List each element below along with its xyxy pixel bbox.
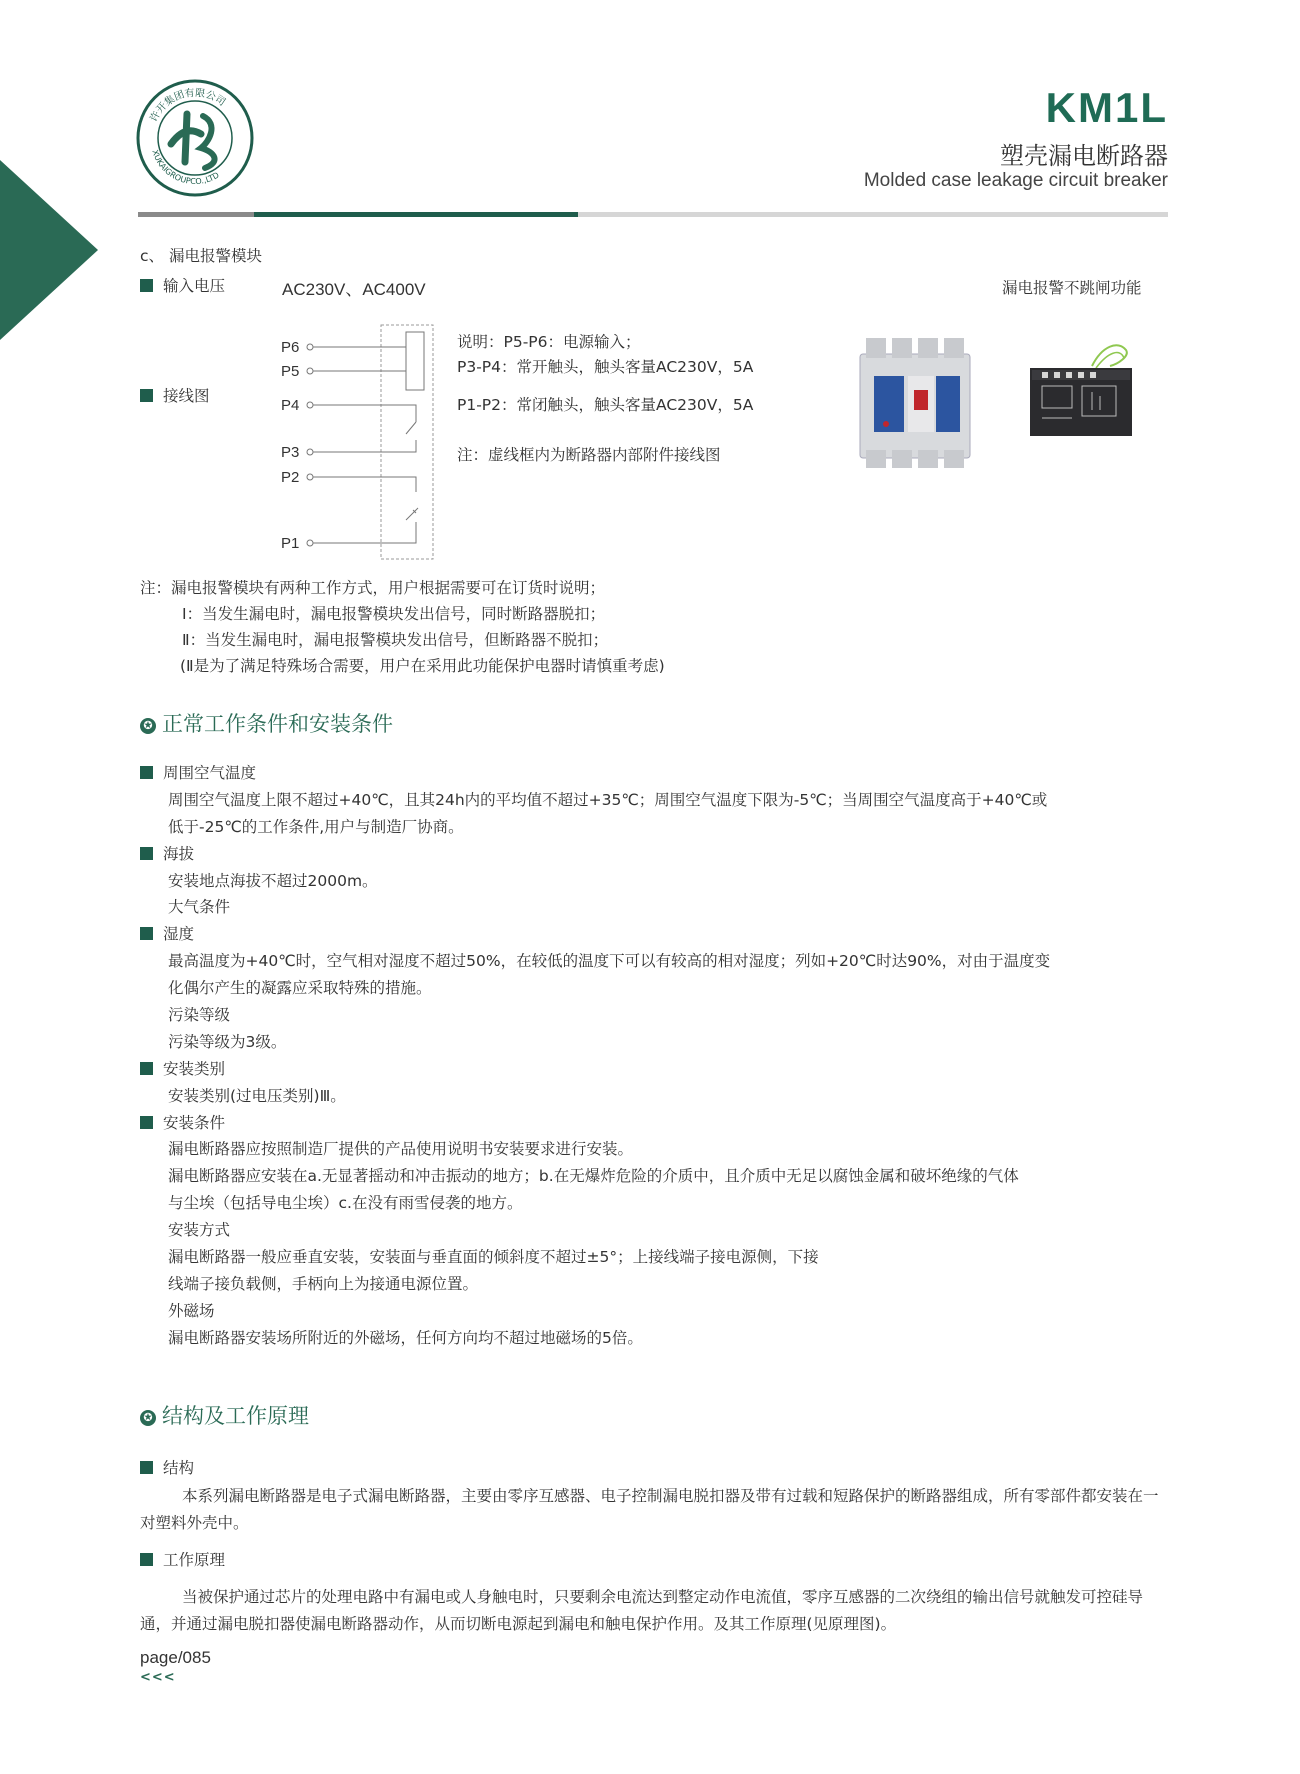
conditions-title-text: 正常工作条件和安装条件	[162, 712, 393, 736]
condition-body-line: 安装方式	[168, 1221, 231, 1240]
product-title-cn: 塑壳漏电断路器	[1000, 142, 1168, 170]
conditions-list	[140, 760, 1180, 1352]
condition-heading-text: 安装条件	[163, 1113, 226, 1132]
company-logo	[135, 78, 255, 198]
wiring-note-1: 说明：P5-P6：电源输入；	[457, 333, 641, 351]
terminal-p1: P1	[281, 535, 300, 552]
remark-line-4: (Ⅱ是为了满足特殊场合需要，用户在采用此功能保护电器时请慎重考虑)	[180, 657, 665, 675]
model-title: KM1L	[1045, 84, 1168, 131]
bullet-square	[140, 1461, 153, 1474]
star-icon: ✪	[140, 1410, 156, 1426]
principle-text: 当被保护通过芯片的处理电路中有漏电或人身触电时，只要剩余电流达到整定动作电流值，零序互感器的二次绕组的输出信号就触发可控硅导通，并通过漏电脱扣器使漏电断路器动作，从而切断电源起到漏电和触电保护作用。及其工作原理(见原理图)。	[140, 1588, 1144, 1633]
bullet-square	[140, 389, 153, 402]
condition-body-line: 漏电断路器一般应垂直安装，安装面与垂直面的倾斜度不超过±5°；上接线端子接电源侧，下接	[168, 1248, 819, 1267]
star-icon: ✪	[140, 718, 156, 734]
bullet-square	[140, 1116, 153, 1129]
terminal-p3: P3	[281, 444, 300, 461]
header-rule-light	[578, 212, 1168, 217]
condition-heading-text: 海拔	[163, 844, 195, 863]
logo-text-en: XUKAIGROUPCO.,LTD	[150, 148, 221, 187]
condition-body-line: 漏电断路器安装场所附近的外磁场，任何方向均不超过地磁场的5倍。	[168, 1328, 643, 1347]
header-rule-green	[254, 212, 578, 217]
condition-body-line: 污染等级为3级。	[168, 1032, 287, 1051]
product-title-en: Molded case leakage circuit breaker	[863, 170, 1168, 191]
bullet-square	[140, 927, 153, 940]
terminal-p4: P4	[281, 397, 300, 414]
condition-body-line: 最高温度为+40℃时，空气相对湿度不超过50%，在较低的温度下可以有较高的相对湿度；列如+20℃时达90%，对由于温度变	[168, 952, 1051, 971]
footer-arrows: <<<	[140, 1670, 176, 1685]
condition-body-line: 周围空气温度上限不超过+40℃，且其24h内的平均值不超过+35℃；周围空气温度下限为-5℃；当周围空气温度高于+40℃或	[168, 790, 1048, 809]
header-rule-gray	[138, 212, 254, 217]
condition-body-line: 外磁场	[168, 1301, 215, 1320]
voltage-label-row	[140, 274, 225, 296]
condition-heading	[140, 921, 1180, 948]
voltage-value: AC230V、AC400V	[282, 280, 426, 299]
wiring-label: 接线图	[163, 387, 210, 405]
bullet-square	[140, 847, 153, 860]
alarm-caption: 漏电报警不跳闸功能	[1002, 279, 1142, 297]
corner-triangle	[0, 160, 98, 340]
bullet-square	[140, 1553, 153, 1566]
condition-body-line: 线端子接负载侧，手柄向上为接通电源位置。	[168, 1274, 479, 1293]
structure-label-row	[140, 1456, 194, 1478]
logo-text-cn: 许开集团有限公司	[148, 87, 228, 124]
remark-line-1: 注：漏电报警模块有两种工作方式，用户根据需要可在订货时说明；	[140, 579, 606, 597]
remark-line-3: Ⅱ：当发生漏电时，漏电报警模块发出信号，但断路器不脱扣；	[182, 631, 609, 649]
terminal-p2: P2	[281, 469, 300, 486]
condition-heading-text: 周围空气温度	[163, 764, 257, 782]
condition-heading-text: 湿度	[163, 925, 195, 944]
page-number: page/085	[140, 1648, 211, 1667]
section-title-structure	[140, 1400, 309, 1430]
condition-body-line: 安装地点海拔不超过2000m。	[168, 871, 378, 890]
condition-body-line: 漏电断路器应按照制造厂提供的产品使用说明书安装要求进行安装。	[168, 1140, 634, 1159]
principle-label-row	[140, 1548, 225, 1570]
structure-title-text: 结构及工作原理	[162, 1404, 309, 1428]
condition-body-line: 低于-25℃的工作条件,用户与制造厂协商。	[168, 817, 464, 836]
alarm-module-image	[1022, 336, 1136, 448]
condition-heading	[140, 1056, 1180, 1083]
condition-body-line: 化偶尔产生的凝露应采取特殊的措施。	[168, 979, 432, 998]
condition-body-line: 污染等级	[168, 1006, 231, 1025]
bullet-square	[140, 766, 153, 779]
condition-body-line: 安装类别(过电压类别)Ⅲ。	[168, 1086, 346, 1105]
bullet-square	[140, 1062, 153, 1075]
condition-heading-text: 安装类别	[163, 1059, 226, 1078]
module-heading: c、 漏电报警模块	[140, 247, 262, 265]
voltage-label: 输入电压	[163, 277, 226, 295]
wiring-note-4: 注：虚线框内为断路器内部附件接线图	[457, 446, 721, 464]
condition-body-line: 与尘埃（包括导电尘埃）c.在没有雨雪侵袭的地方。	[168, 1194, 523, 1213]
wiring-note-2: P3-P4：常开触头，触头客量AC230V，5A	[457, 358, 754, 376]
wiring-diagram	[276, 322, 446, 562]
section-title-conditions	[140, 708, 393, 738]
remark-line-2: Ⅰ：当发生漏电时，漏电报警模块发出信号，同时断路器脱扣；	[182, 605, 606, 623]
condition-body-line: 漏电断路器应安装在a.无显著摇动和冲击振动的地方；b.在无爆炸危险的介质中，且介质中无足以腐蚀金属和破坏绝缘的气体	[168, 1167, 1019, 1186]
terminal-p5: P5	[281, 363, 300, 380]
bullet-square	[140, 279, 153, 292]
wiring-label-row	[140, 384, 210, 406]
condition-heading	[140, 1110, 1180, 1137]
wiring-note-3: P1-P2：常闭触头，触头客量AC230V，5A	[457, 396, 754, 414]
terminal-p6: P6	[281, 339, 300, 356]
condition-body-line: 大气条件	[168, 898, 231, 917]
principle-label: 工作原理	[163, 1551, 226, 1569]
structure-text: 本系列漏电断路器是电子式漏电断路器，主要由零序互感器、电子控制漏电脱扣器及带有过载和短路保护的断路器组成，所有零部件都安装在一对塑料外壳中。	[140, 1487, 1159, 1532]
breaker-image	[856, 336, 974, 470]
condition-heading	[140, 841, 1180, 868]
structure-label: 结构	[163, 1459, 195, 1477]
condition-heading	[140, 760, 1180, 787]
